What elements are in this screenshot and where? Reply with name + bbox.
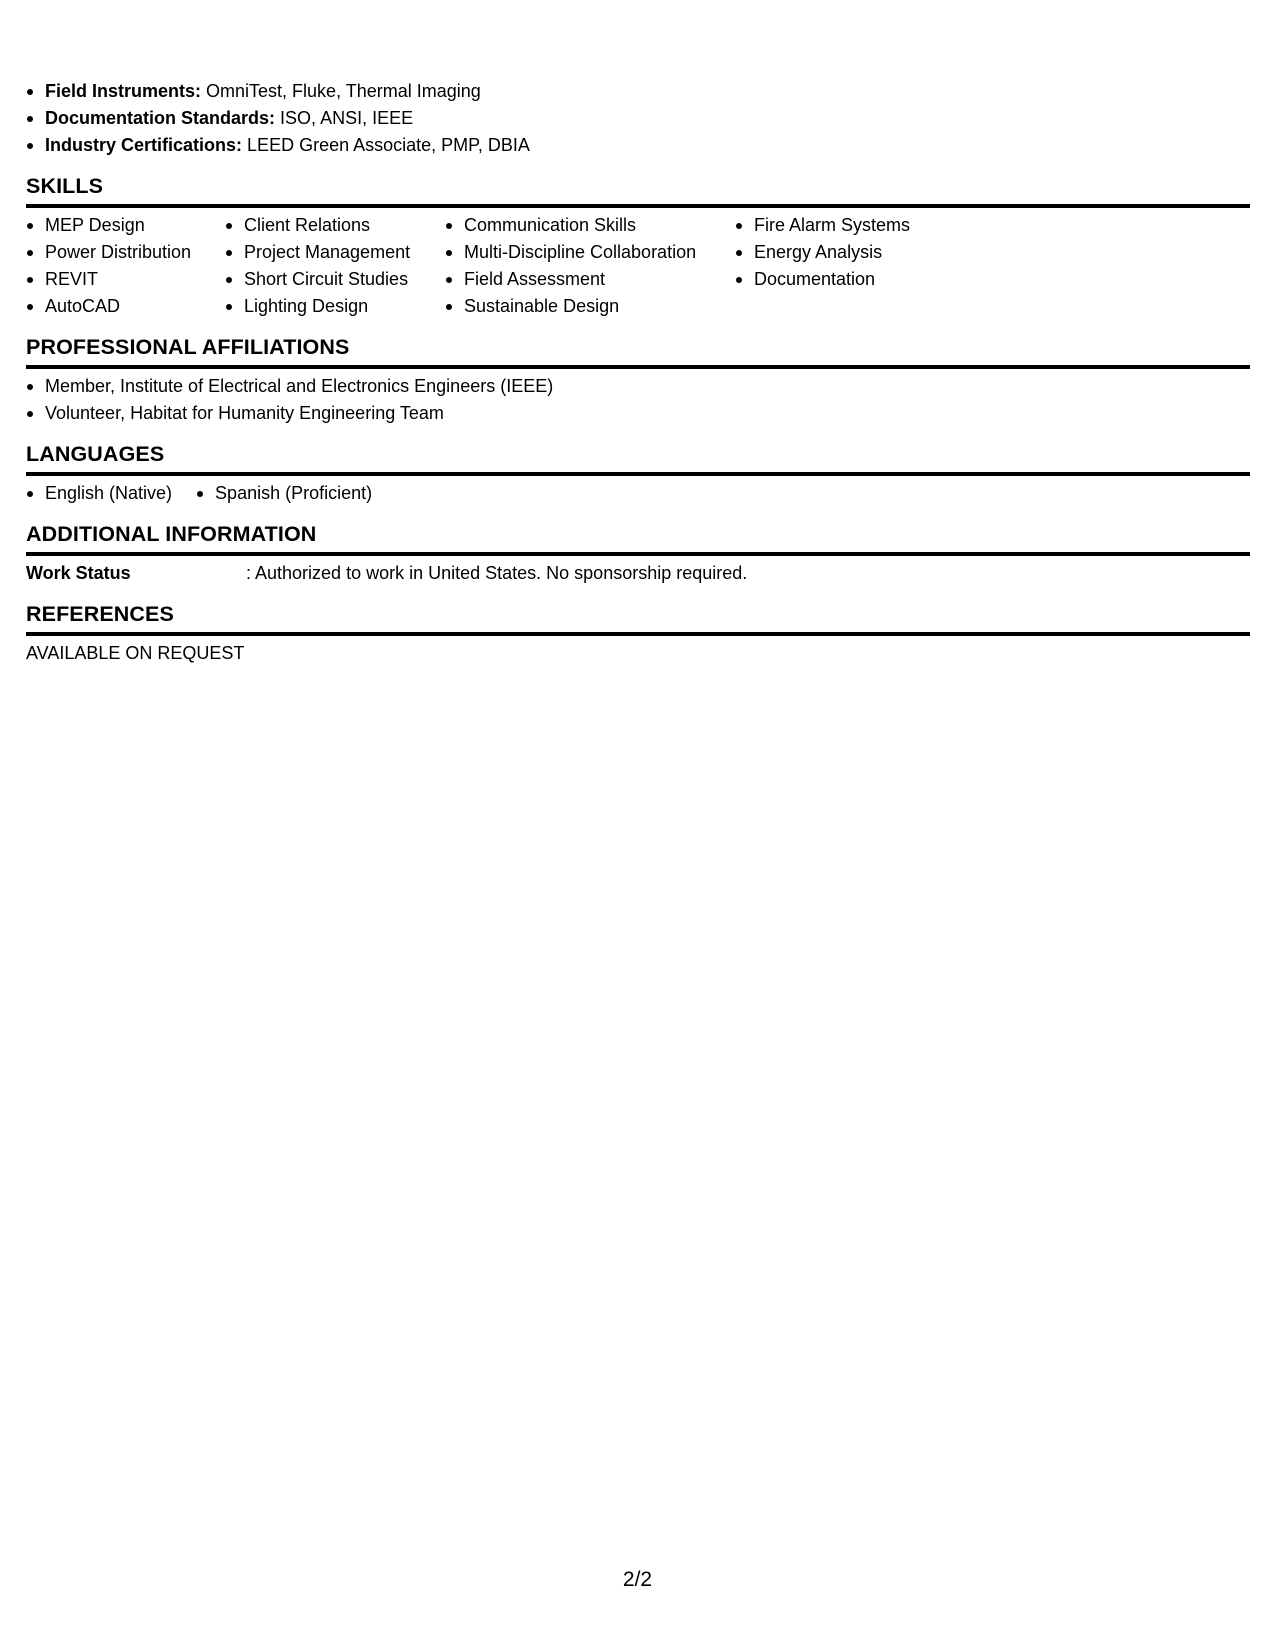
list-item: MEP Design bbox=[26, 212, 225, 239]
section-divider bbox=[26, 472, 1250, 476]
skills-column bbox=[225, 212, 445, 320]
section-divider bbox=[26, 204, 1250, 208]
item-value: ISO, ANSI, IEEE bbox=[280, 108, 414, 128]
list-item: English (Native) bbox=[26, 480, 172, 507]
languages-section bbox=[26, 440, 1250, 507]
item-label: Field Instruments: bbox=[45, 81, 202, 101]
references-text: AVAILABLE ON REQUEST bbox=[26, 643, 245, 663]
list-item: Spanish (Proficient) bbox=[196, 480, 372, 507]
list-item bbox=[26, 105, 1250, 132]
list-item: REVIT bbox=[26, 266, 225, 293]
list-item: Volunteer, Habitat for Humanity Engineering Team bbox=[26, 400, 1250, 427]
list-item bbox=[26, 132, 1250, 159]
work-status-row bbox=[26, 560, 1250, 587]
list-item: Energy Analysis bbox=[735, 239, 995, 266]
list-item: Member, Institute of Electrical and Electronics Engineers (IEEE) bbox=[26, 373, 1250, 400]
list-item: Power Distribution bbox=[26, 239, 225, 266]
work-status-label: Work Status bbox=[26, 563, 131, 583]
section-title: LANGUAGES bbox=[26, 442, 165, 466]
resume-page bbox=[26, 78, 1250, 667]
section-title: REFERENCES bbox=[26, 602, 174, 626]
skills-column bbox=[445, 212, 735, 320]
list-item: Sustainable Design bbox=[445, 293, 735, 320]
list-item: Client Relations bbox=[225, 212, 445, 239]
list-item: Project Management bbox=[225, 239, 445, 266]
list-item: Documentation bbox=[735, 266, 995, 293]
list-item: Field Assessment bbox=[445, 266, 735, 293]
skills-column bbox=[735, 212, 995, 320]
tools-list bbox=[26, 78, 1250, 159]
list-item: Communication Skills bbox=[445, 212, 735, 239]
section-divider bbox=[26, 552, 1250, 556]
languages-list bbox=[26, 480, 1250, 507]
list-item: Lighting Design bbox=[225, 293, 445, 320]
skills-grid bbox=[26, 212, 1250, 320]
list-item: Fire Alarm Systems bbox=[735, 212, 995, 239]
item-label: Industry Certifications: bbox=[45, 135, 243, 155]
page-number: 2/2 bbox=[622, 1568, 653, 1591]
list-item: Short Circuit Studies bbox=[225, 266, 445, 293]
additional-info-section bbox=[26, 520, 1250, 587]
affiliations-section bbox=[26, 333, 1250, 427]
item-label: Documentation Standards: bbox=[45, 108, 276, 128]
references-section bbox=[26, 600, 1250, 667]
section-title: PROFESSIONAL AFFILIATIONS bbox=[26, 335, 350, 359]
work-status-value: : Authorized to work in United States. No sponsorship required. bbox=[246, 563, 748, 583]
item-value: OmniTest, Fluke, Thermal Imaging bbox=[206, 81, 481, 101]
list-item: AutoCAD bbox=[26, 293, 225, 320]
list-item bbox=[26, 78, 1250, 105]
section-title: SKILLS bbox=[26, 174, 104, 198]
item-value: LEED Green Associate, PMP, DBIA bbox=[247, 135, 530, 155]
section-divider bbox=[26, 365, 1250, 369]
skills-section bbox=[26, 172, 1250, 320]
affiliations-list bbox=[26, 373, 1250, 427]
section-divider bbox=[26, 632, 1250, 636]
list-item: Multi-Discipline Collaboration bbox=[445, 239, 735, 266]
skills-column bbox=[26, 212, 225, 320]
section-title: ADDITIONAL INFORMATION bbox=[26, 522, 317, 546]
